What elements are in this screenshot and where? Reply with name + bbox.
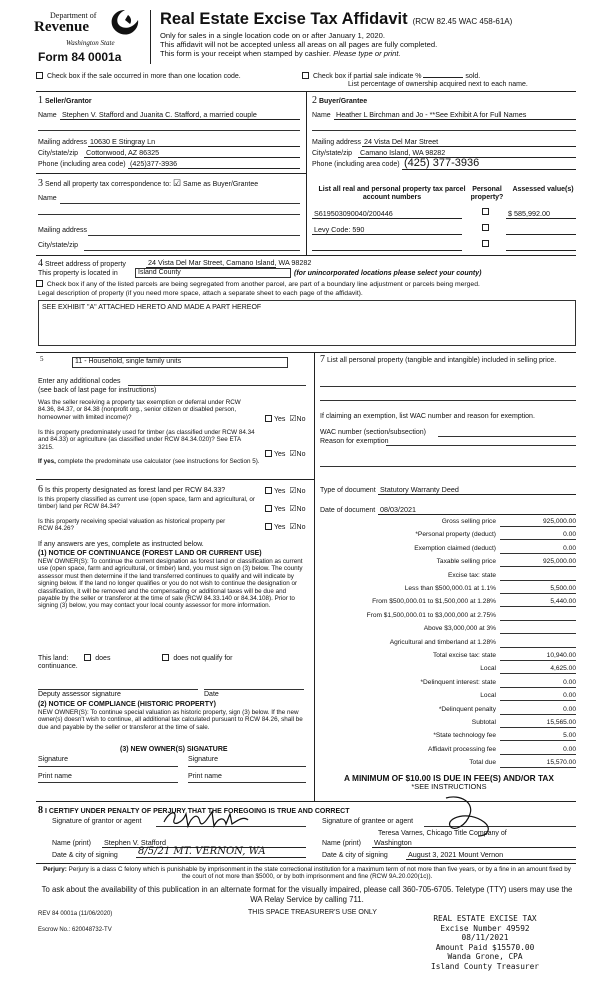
treasurer-stamp [410,914,560,971]
column-divider-top [306,91,307,255]
forest-answer[interactable]: Yes ☑No [263,486,306,495]
divider-5 [36,479,314,480]
this-land-row: This land: does does not qualify for [38,655,233,662]
tax-row-value[interactable]: 15,565.00 [500,719,576,728]
tax-row [320,625,576,635]
certify-statement: 8 I CERTIFY UNDER PENALTY OF PERJURY THAT THE FOREGOING IS TRUE AND CORRECT [38,805,350,816]
tax-row [320,706,576,716]
owner-print-label-1: Print name [38,773,72,780]
tax-row-value[interactable] [500,572,576,581]
grantee-date-field[interactable]: August 3, 2021 Mount Vernon [406,850,576,860]
tax-row-value[interactable]: 925,000.00 [500,558,576,567]
tax-row [320,719,576,729]
exemption-answer[interactable]: Yes ☑No [263,414,306,423]
multi-location-check[interactable]: Check box if the sale occurred in more than one location code. [36,72,241,80]
document-date-label: Date of document [320,507,376,514]
tax-row-label: Less than $500,000.01 at 1.1% [404,585,496,592]
header-line-3: This form is your receipt when stamped by cashier. Please type or print. [160,49,401,58]
buyer-mailing-field[interactable]: 24 Vista Del Mar Street [362,137,576,147]
tax-row-label: *State technology fee [433,732,496,740]
notice-compliance-title: (2) NOTICE OF COMPLIANCE (HISTORIC PROPERTY) [38,701,216,708]
additional-codes-field[interactable] [128,385,306,386]
tax-row-value[interactable]: 925,000.00 [500,518,576,527]
buyer-name-line-2[interactable] [312,130,576,131]
header-line-2: This affidavit will not be accepted unless all areas on all pages are fully completed. [160,40,438,49]
tax-row-value[interactable] [500,625,576,634]
parcel-value-3[interactable] [506,241,576,251]
additional-codes-label: Enter any additional codes [38,378,121,385]
wac-number-field[interactable] [438,436,576,437]
buyer-name-field[interactable]: Heather L Birchman and Jo - **See Exhibit A for Full Names [334,110,576,120]
located-label: This property is located in [38,270,118,277]
personal-property-line-2[interactable] [320,400,576,401]
legal-description: SEE EXHIBIT "A" ATTACHED HERETO AND MADE A PART HEREOF [42,304,262,311]
multi-location-checkbox[interactable] [36,72,43,79]
current-use-no-checkbox[interactable]: ☑ [289,504,297,513]
unincorporated-note: (for unincorporated locations please select your county) [294,270,482,277]
tax-row-value[interactable]: 4,625.00 [500,665,576,674]
section5-number: 5 [40,355,44,363]
exemption-instructions: If claiming an exemption, list WAC number and reason for exemption. [320,413,535,420]
seller-phone-label: Phone (including area code) [38,161,126,168]
land-does-checkbox[interactable] [84,654,91,661]
tax-row-value[interactable]: 0.00 [500,706,576,715]
header-text [160,10,580,58]
segregated-checkbox[interactable] [36,280,43,287]
tax-row-value[interactable]: 0.00 [500,679,576,688]
tax-row [320,665,576,675]
answers-note: If any answers are yes, complete as instructed below. [38,541,204,548]
land-does-not-checkbox[interactable] [162,654,169,661]
deputy-date-label: Date [204,691,219,698]
tax-row-value[interactable]: 5,500.00 [500,585,576,594]
tax-row-value[interactable]: 5,440.00 [500,598,576,607]
tax-row [320,598,576,608]
notice-continuance-title: (1) NOTICE OF CONTINUANCE (FOREST LAND OR CURRENT USE) [38,550,262,557]
exemption-reason-field[interactable] [386,445,576,446]
correspondence-line: 3 Send all property tax correspondence to: ☑ Same as Buyer/Grantee [38,178,259,189]
stamp-line-1: REAL ESTATE EXCISE TAX [433,914,537,923]
parcel-col-header: List all real and personal property tax parcel account numbers [318,186,466,201]
header-divider [150,10,151,64]
rcw-reference: (RCW 82.45 WAC 458-61A) [412,17,513,26]
owner-signature-label-2: Signature [188,756,218,763]
tax-row-label: Excise tax: state [447,571,496,579]
stamp-line-3: 08/11/2021 [461,933,509,942]
seller-mailing-label: Mailing address [38,139,88,146]
historic-question: Is this property receiving special valuation as historical property per RCW 84.26? [38,518,226,533]
buyer-mailing-label: Mailing address [312,139,362,146]
street-field[interactable]: 24 Vista Del Mar Street, Camano Island, WA 98282 [148,258,312,267]
parcel-number-3[interactable] [312,241,462,251]
seller-name-line-2[interactable] [38,130,300,131]
segregated-check[interactable]: Check box if any of the listed parcels are being segregated from another parcel, are part of a boundary line adjustment or parcels being merged. [36,280,480,288]
corr-city-label: City/state/zip [38,242,79,249]
see-back-note: (see back of last page for instructions) [38,387,157,394]
seller-heading: 1 Seller/Grantor [38,95,92,106]
seller-name-label: Name [38,112,57,119]
tax-row-label: From $500,000.01 to $1,500,000 at 1.28% [372,598,496,606]
exemption-no-checkbox[interactable]: ☑ [289,414,297,423]
stamp-line-6: Island County Treasurer [431,961,539,971]
tax-row-value[interactable]: 15,570.00 [500,759,576,768]
tax-row-value[interactable]: 0.00 [500,692,576,701]
owner-signature-line-2[interactable] [188,766,306,767]
partial-sale-checkbox[interactable] [302,72,309,79]
form-number: Form 84 0001a [38,50,122,64]
personal-property-col-header: Personal property? [470,186,504,201]
column-divider-mid [314,352,315,802]
stamp-line-2: Excise Number 49592 [440,923,530,933]
grantor-date-label: Date & city of signing [52,852,118,859]
forest-no-checkbox[interactable]: ☑ [289,486,297,495]
new-owner-signature-title: (3) NEW OWNER(S) SIGNATURE [120,746,228,753]
continuance-label: continuance. [38,663,78,670]
stamp-line-4: Amount Paid $15570.00 [435,942,535,952]
tax-row-value[interactable]: 0.00 [500,545,576,554]
tax-row-label: *Delinquent interest: state [420,678,496,686]
historic-answer[interactable]: Yes ☑No [263,522,306,531]
buyer-phone-field[interactable]: (425) 377-3936 [402,157,576,170]
parcel-value-1[interactable]: $ 585,992.00 [506,209,576,219]
tax-row-label: Above $3,000,000 at 3% [423,625,496,633]
buyer-city-field[interactable]: Camano Island, WA 98282 [358,148,576,158]
owner-signature-line-1[interactable] [38,766,178,767]
if-yes-note: If yes, complete the predominate use calculator (see instructions for Section 5). [38,458,260,465]
tax-row-label: Exemption claimed (deduct) [414,544,496,552]
corr-name-field[interactable] [60,203,300,204]
same-as-buyer-checkbox[interactable]: ☑ [172,178,182,188]
tax-row [320,518,576,528]
tax-row [320,572,576,582]
owner-print-line-1[interactable] [38,782,178,783]
notice-compliance-text: NEW OWNER(S): To continue special valuation as historic property, sign (3) below. If the new owner(s) doesn't wish to continue, all additional tax calculated pursuant to RCW 84.26, shall be due and payable by the seller or transferor at the time of sale. [38,709,303,731]
partial-sale-check[interactable]: Check box if partial sale indicate % sold. [302,72,480,80]
tax-row-value[interactable] [500,639,576,648]
grantee-date-label: Date & city of signing [322,852,388,859]
timber-yes-checkbox[interactable] [265,450,272,457]
assessed-value-col-header: Assessed value(s) [512,186,574,193]
escrow-number: Escrow No.: 620048732-TV [38,927,112,933]
parcel-number-2[interactable]: Levy Code: 590 [312,225,462,235]
personal-property-line-1[interactable] [320,386,576,387]
personal-property-list: 7 List all personal property (tangible and intangible) included in selling price. [320,354,557,365]
minimum-due-note: A MINIMUM OF $10.00 IS DUE IN FEE(S) AND/OR TAX [344,773,554,783]
tax-row-value[interactable]: 0.00 [500,746,576,755]
forest-yes-checkbox[interactable] [265,487,272,494]
grantee-name-label: Name (print) [322,840,361,847]
divider-7 [36,863,576,864]
buyer-heading: 2 Buyer/Grantee [312,95,368,106]
tax-row-label: Gross selling price [441,518,496,525]
tax-row [320,692,576,702]
tax-row [320,545,576,555]
wa-swoosh-icon [108,8,142,38]
dept-line: Department of [50,11,97,20]
deputy-date-line[interactable] [204,689,304,690]
page-title: Real Estate Excise Tax Affidavit [160,10,408,28]
tax-row-label: *Personal property (deduct) [415,531,496,539]
parcel-personal-checkbox-3[interactable] [482,240,489,247]
grantee-name-field[interactable]: Washington [372,838,576,848]
owner-print-line-2[interactable] [188,782,306,783]
tax-row-label: From $1,500,000.01 to $3,000,000 at 2.75% [366,611,496,619]
grantor-name-label: Name (print) [52,840,91,847]
exemption-yes-checkbox[interactable] [265,415,272,422]
tax-row [320,652,576,662]
current-use-answer[interactable]: Yes ☑No [263,504,306,513]
corr-city-field[interactable] [84,250,300,251]
revision-number: REV 84 0001a (11/06/2020) [38,911,113,917]
seller-phone-field[interactable]: (425)377-3936 [128,159,300,169]
timber-answer[interactable]: Yes ☑No [263,449,306,458]
divider-4 [36,352,576,353]
parcel-value-2[interactable] [506,225,576,235]
parcel-personal-checkbox-2[interactable] [482,224,489,231]
historic-no-checkbox[interactable]: ☑ [289,522,297,531]
buyer-city-label: City/state/zip [312,150,353,157]
corr-mailing-label: Mailing address [38,227,88,234]
timber-no-checkbox[interactable]: ☑ [289,449,297,458]
grantee-signature-label: Signature of grantee or agent [322,818,414,825]
tax-row-label: Local [480,692,496,700]
document-date-field[interactable]: 08/03/2021 [378,505,576,515]
tax-row-value[interactable]: 0.00 [500,531,576,540]
tax-row [320,746,576,756]
seller-name-field[interactable]: Stephen V. Stafford and Juanita C. Stafford, a married couple [60,110,300,120]
tax-row [320,531,576,541]
tax-row [320,558,576,568]
tax-row [320,732,576,742]
partial-percent-field[interactable] [423,77,463,78]
tax-row-value[interactable] [500,612,576,621]
tax-row-label: Total excise tax: state [432,652,496,659]
buyer-phone-label: Phone (including area code) [312,161,400,168]
divider-2 [36,173,306,174]
owner-signature-label-1: Signature [38,756,68,763]
deputy-signature-label: Deputy assessor signature [38,691,121,698]
tax-row-value[interactable]: 10,940.00 [500,652,576,661]
exemption-question: Was the seller receiving a property tax exemption or deferral under RCW 84.36, 84.37, or 84.38 (nonprofit org., senior citizen or disabled person, homeowner with limited income)? [38,399,241,421]
stamp-line-5: Wanda Grone, CPA [447,952,523,961]
tax-row [320,612,576,622]
tax-row-label: Affidavit processing fee [427,745,496,753]
use-code-field[interactable]: 11 - Household, single family units [72,357,288,368]
partial-list-note: List percentage of ownership acquired next to each name. [348,81,528,88]
alternate-format-notice: To ask about the availability of this publication in an alternate format for the visually impaired, please call 360-705-6705. Teletype (TTY) users may use the WA Relay Service by calling 711. [41,885,573,904]
tax-row-label: Subtotal [471,719,496,726]
grantor-signature [160,806,252,830]
tax-row-label: Total due [469,759,496,767]
see-instructions-note: *SEE INSTRUCTIONS [411,782,487,791]
street-label: 4 Street address of property [38,258,126,269]
grantor-signature-label: Signature of grantor or agent [52,818,142,825]
tax-row-label: Taxable selling price [436,558,496,566]
legal-label: Legal description of property (if you need more space, attach a separate sheet to each page of the affidavit). [38,290,363,297]
document-type-label: Type of document [320,487,376,494]
divider-3 [36,255,576,256]
tax-row [320,585,576,595]
wac-number-label: WAC number (section/subsection) [320,429,426,436]
tax-row-label: Agricultural and timberland at 1.28% [389,638,496,646]
header-line-1: Only for sales in a single location code on or after January 1, 2020. [160,31,385,40]
perjury-notice: Perjury: Perjury is a class C felony which is punishable by imprisonment in the state correctional institution for a maximum term of not more than five years, or by a fine in an amount fixed by the court of not more than $5000, or by both imprisonment and fine (RCW 9A.20.020(1c)). [43,866,571,881]
tax-row-label: Local [480,665,496,673]
exemption-reason-line-2[interactable] [320,466,576,467]
seller-city-field[interactable]: Cottonwood, AZ 86325 [84,148,300,158]
historic-yes-checkbox[interactable] [265,523,272,530]
current-use-question: Is this property classified as current use (open space, farm and agricultural, or timber) land per RCW 84.34? [38,496,255,511]
county-select[interactable]: Island County [135,268,291,278]
corr-name-line-2[interactable] [38,214,300,215]
notice-continuance-text: NEW OWNER(S): To continue the current designation as forest land or classification as current use (open space, farm and agricultural, or timber) land, you must sign on (3) below. The county assessor must then determine if the land transferred continues to qualify and will indicate by signing below. If the land no longer qualifies or you do not wish to continue the designation or classification, it will be removed and the compensating or additional taxes will be due and payable by the seller or transferor at the time of sale (RCW 84.33.140 or 84.34.108). Prior to signing (3) below, you may contact your local county assessor for more information. [38,558,303,610]
timber-question: Is this property predominately used for timber (as classified under RCW 84.34 and 84.33) or agriculture (as classified under RCW 84.34.020)? See ETA 3215. [38,429,255,451]
grantee-name-line1: Teresa Varnes, Chicago Title Company of [378,830,507,837]
document-type-field[interactable]: Statutory Warranty Deed [378,485,576,495]
corr-name-label: Name [38,195,57,202]
tax-row [320,759,576,769]
treasurer-use-note: THIS SPACE TREASURER'S USE ONLY [248,909,377,916]
revenue-word: Revenue [34,19,89,35]
grantor-date-field[interactable]: 8/5/21 MT. VERNON, WA [136,846,306,858]
legal-description-box[interactable] [38,300,576,346]
parcel-personal-checkbox-1[interactable] [482,208,489,215]
tax-row-value[interactable]: 5.00 [500,732,576,741]
tax-row [320,639,576,649]
exemption-reason-label: Reason for exemption [320,438,389,445]
tax-row [320,679,576,689]
corr-mailing-field[interactable] [88,235,300,236]
seller-city-label: City/state/zip [38,150,79,157]
current-use-yes-checkbox[interactable] [265,505,272,512]
tax-row-label: *Delinquent penalty [438,705,496,713]
dor-logo [34,8,146,64]
parcel-number-1[interactable]: S619503090040/200446 [312,209,462,219]
owner-print-label-2: Print name [188,773,222,780]
forest-question: 6 Is this property designated as forest land per RCW 84.33? [38,484,226,495]
buyer-name-label: Name [312,112,331,119]
grantor-name-field[interactable]: Stephen V. Stafford [102,838,306,848]
state-line: Washington State [66,39,115,47]
seller-mailing-field[interactable]: 10630 E Stingray Ln [88,137,300,147]
deputy-signature-line[interactable] [38,689,198,690]
